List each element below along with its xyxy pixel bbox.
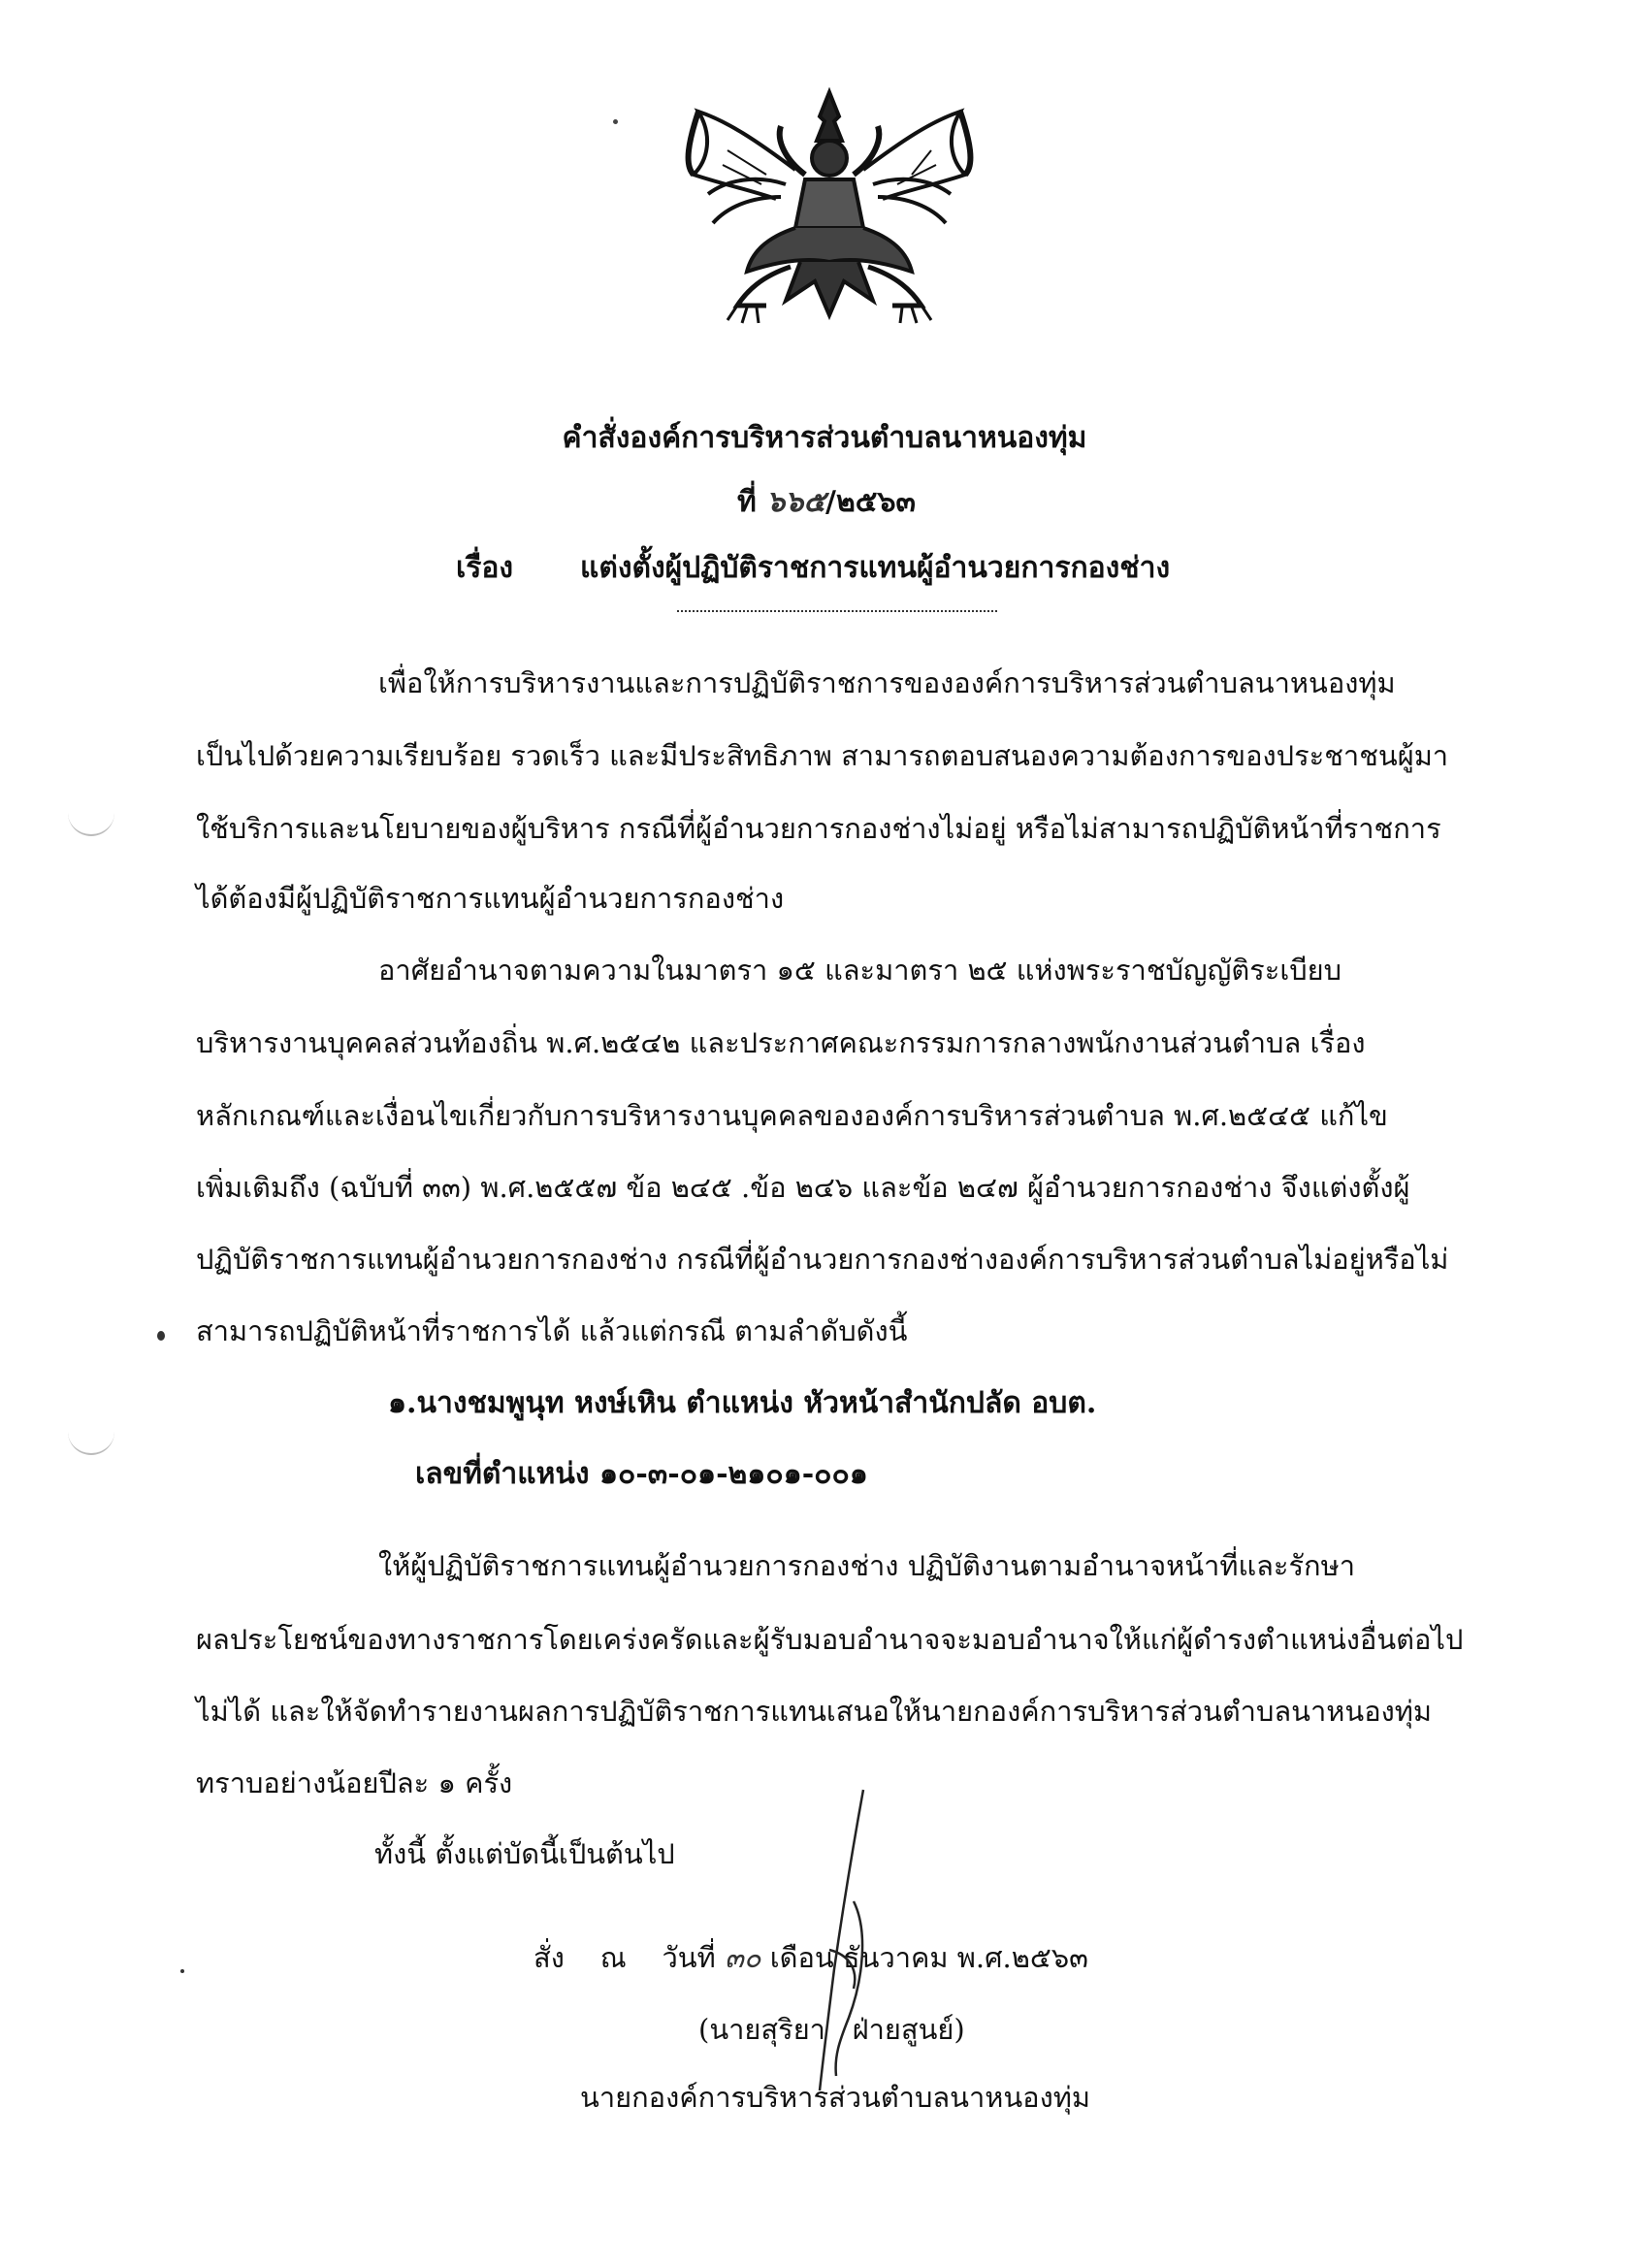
paragraph3-line: ผลประโยชน์ของทางราชการโดยเคร่งครัดและผู้รับมอบอำนาจจะมอบอำนาจให้แก่ผู้ดำรงตำแหน่งอื่นต่อไป [196, 1623, 1464, 1656]
signer-name: (นายสุริยา ฝ่ายสูนย์) [698, 2013, 965, 2046]
order-number-suffix: /๒๕๖๓ [825, 485, 917, 519]
garuda-emblem-icon [669, 82, 989, 335]
paragraph2-line: อาศัยอำนาจตามความในมาตรา ๑๕ และมาตรา ๒๕ แห่งพระราชบัญญัติระเบียบ [378, 954, 1342, 987]
ordered-day-handwritten: ๓๐ [724, 1941, 761, 1974]
paragraph3-line: ทราบอย่างน้อยปีละ ๑ ครั้ง [196, 1766, 513, 1799]
scan-speck [180, 1969, 184, 1973]
separator-dots [677, 609, 997, 612]
subject-row [456, 545, 1170, 591]
signer-position: นายกองค์การบริหารส่วนตำบลนาหนองทุ่ม [580, 2081, 1090, 2114]
subject-label: เรื่อง [456, 551, 514, 585]
ordered-date-prefix: สั่ง ณ วันที่ [534, 1941, 716, 1974]
scan-speck [613, 119, 618, 124]
punch-hole-mark [68, 813, 114, 836]
punch-hole-mark [68, 1432, 114, 1455]
paragraph1-line: เป็นไปด้วยความเรียบร้อย รวดเร็ว และมีประสิทธิภาพ สามารถตอบสนองความต้องการของประชาชนผู้มา [196, 739, 1449, 772]
ordered-date-suffix: เดือน ธันวาคม พ.ศ.๒๕๖๓ [769, 1941, 1089, 1974]
paragraph2-line: เพิ่มเติมถึง (ฉบับที่ ๓๓) พ.ศ.๒๕๕๗ ข้อ ๒๔๕ .ข้อ ๒๔๖ และข้อ ๒๔๗ ผู้อำนวยการกองช่าง จึงแต่งตั้งผู้ [196, 1171, 1410, 1204]
appointee-line: ๑.นางชมพูนุท หงษ์เหิน ตำแหน่ง หัวหน้าสำนักปลัด อบต. [388, 1386, 1097, 1420]
scan-speck [157, 1331, 165, 1341]
paragraph1-line: ใช้บริการและนโยบายของผู้บริหาร กรณีที่ผู้อำนวยการกองช่างไม่อยู่ หรือไม่สามารถปฏิบัติหน้าที่ราชการ [196, 812, 1441, 845]
signature [795, 1785, 902, 2095]
paragraph1-line: เพื่อให้การบริหารงานและการปฏิบัติราชการขององค์การบริหารส่วนตำบลนาหนองทุ่ม [378, 666, 1396, 699]
order-number-handwritten: ๖๖๕ [766, 485, 826, 519]
paragraph2-line: สามารถปฏิบัติหน้าที่ราชการได้ แล้วแต่กรณี ตามลำดับดังนี้ [196, 1314, 908, 1347]
order-number [737, 479, 916, 525]
order-title: คำสั่งองค์การบริหารส่วนตำบลนาหนองทุ่ม [562, 421, 1087, 455]
paragraph1-line: ได้ต้องมีผู้ปฏิบัติราชการแทนผู้อำนวยการกองช่าง [196, 882, 785, 915]
effective-clause: ทั้งนี้ ตั้งแต่บัดนี้เป็นต้นไป [374, 1837, 675, 1870]
paragraph2-line: หลักเกณฑ์และเงื่อนไขเกี่ยวกับการบริหารงานบุคคลขององค์การบริหารส่วนตำบล พ.ศ.๒๕๔๕ แก้ไข [196, 1099, 1388, 1132]
paragraph2-line: บริหารงานบุคคลส่วนท้องถิ่น พ.ศ.๒๕๔๒ และประกาศคณะกรรมการกลางพนักงานส่วนตำบล เรื่อง [196, 1026, 1366, 1059]
subject-text: แต่งตั้งผู้ปฏิบัติราชการแทนผู้อำนวยการกองช่าง [580, 551, 1171, 585]
paragraph3-line: ไม่ได้ และให้จัดทำรายงานผลการปฏิบัติราชการแทนเสนอให้นายกองค์การบริหารส่วนตำบลนาหนองทุ่ม [196, 1695, 1433, 1728]
appointee-position-number: เลขที่ตำแหน่ง ๑๐-๓-๐๑-๒๑๐๑-๐๐๑ [415, 1457, 868, 1491]
paragraph3-line: ให้ผู้ปฏิบัติราชการแทนผู้อำนวยการกองช่าง ปฏิบัติงานตามอำนาจหน้าที่และรักษา [378, 1549, 1356, 1582]
paragraph2-line: ปฏิบัติราชการแทนผู้อำนวยการกองช่าง กรณีที่ผู้อำนวยการกองช่างองค์การบริหารส่วนตำบลไม่อยู่หรือไม่ [196, 1243, 1449, 1276]
order-number-prefix: ที่ [737, 485, 757, 519]
